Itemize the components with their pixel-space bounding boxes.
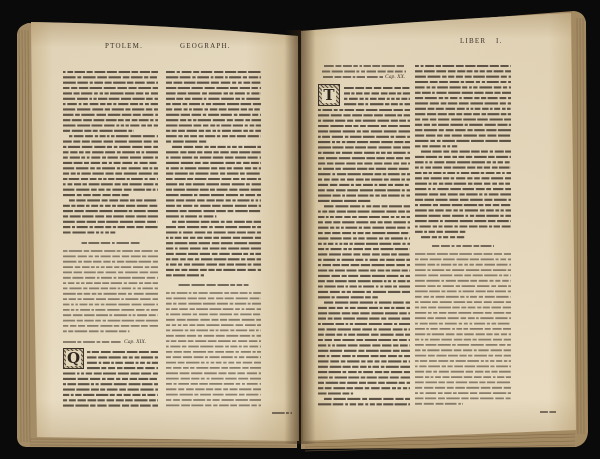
left-running-head-geograph: GEOGRAPH. (180, 42, 231, 50)
right-running-head-liber: LIBER (460, 37, 487, 45)
decorated-initial-letter: T (323, 85, 335, 104)
left-chapter-reference: Cap. XIX. (124, 339, 147, 345)
right-running-head-book-number: I. (496, 37, 503, 45)
spine-gutter (284, 30, 316, 444)
left-running-head-ptolem: PTOLEM. (105, 42, 144, 50)
decorated-initial-right (318, 84, 340, 106)
decorated-initial-left (63, 348, 84, 369)
decorated-initial-letter: Q (66, 349, 81, 367)
right-chapter-reference: Cap. XX. (385, 74, 406, 80)
